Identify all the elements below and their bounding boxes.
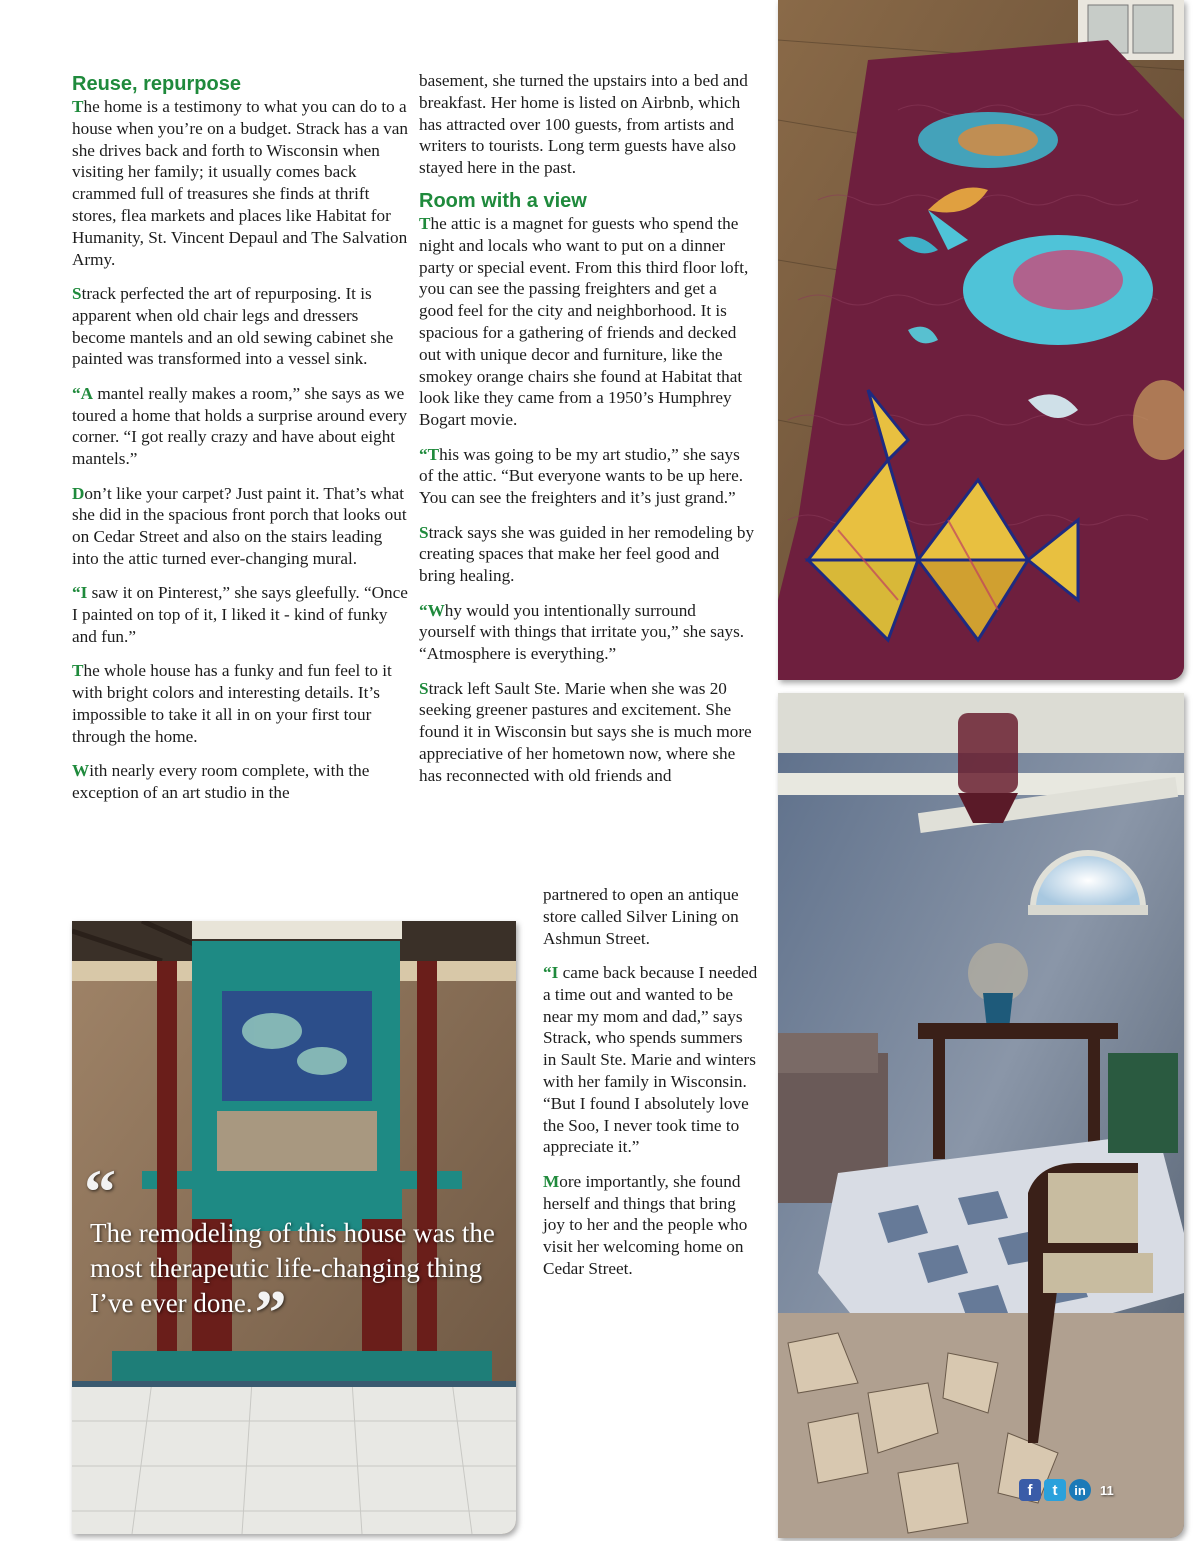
paragraph: [543, 1171, 758, 1280]
paragraph-text: on’t like your carpet? Just paint it. That’s what she did in the spacious front porch that looks out on Cedar Street and also on the stairs leading into the attic turned ever-changing mural.: [72, 483, 407, 568]
paragraph: [419, 600, 755, 665]
section-heading-reuse: Reuse, repurpose: [72, 73, 241, 95]
article-column-2: [419, 70, 755, 786]
article-column-1: [72, 72, 408, 804]
paragraph-text: came back because I needed a time out and wanted to be near my mom and dad,” says Strack, who spends summers in Sault Ste. Marie and winters with her family in Wisconsin. “But I found I absolutely love the Soo, I never took time to appreciate it.”: [543, 962, 758, 1157]
paragraph-text: ore importantly, she found herself and things that bring joy to her and the people who visit her welcoming home on Cedar Street.: [543, 1171, 748, 1278]
page-number: 11: [1100, 1482, 1114, 1498]
sitting-room-photo: [778, 693, 1184, 1538]
paragraph-text: ith nearly every room complete, with the exception of an art studio in the: [72, 761, 370, 802]
drop-cap: T: [419, 213, 431, 233]
drop-cap: S: [419, 678, 429, 698]
drop-cap: “I: [72, 583, 88, 603]
paragraph-text: he whole house has a funky and fun feel to it with bright colors and interesting details. It’s impossible to take it all in on your first tour through the home.: [72, 661, 392, 746]
paragraph: [419, 678, 755, 787]
drop-cap: “A: [72, 383, 94, 403]
open-quote-mark: “: [84, 1156, 116, 1227]
close-quote-mark: ”: [254, 1277, 287, 1348]
paragraph: [543, 962, 758, 1158]
facebook-icon[interactable]: f: [1019, 1479, 1041, 1501]
paragraph: [72, 483, 408, 570]
paragraph-text: track perfected the art of repurposing. It is apparent when old chair legs and dressers become mantels and an old sewing cabinet she painted was transformed into a vessel sink.: [72, 283, 394, 369]
drop-cap: S: [72, 283, 82, 303]
twitter-icon[interactable]: t: [1044, 1479, 1066, 1501]
paragraph-text: mantel really makes a room,” she says as we toured a home that holds a surprise around every corner. “I got really crazy and have about eight mantels.”: [72, 383, 408, 469]
painted-rug-illustration: [778, 0, 1184, 680]
drop-cap: “I: [543, 962, 559, 982]
drop-cap: “T: [419, 444, 440, 464]
paragraph: partnered to open an antique store called Silver Lining on Ashmun Street.: [543, 885, 739, 948]
paragraph: [419, 213, 755, 431]
paragraph: [72, 582, 408, 647]
paragraph-text: his was going to be my art studio,” she says of the attic. “But everyone wants to be up here. You can see the freighters and it’s just grand.”: [419, 444, 744, 508]
paragraph-text: he home is a testimony to what you can do to a house when you’re on a budget. Strack has a van she drives back and forth to Wisconsin when visiting her family; it usually comes back crammed full of treasures she finds at thrift stores, flea markets and places like Habitat for Humanity, St. Vincent Depaul and The Salvation Army.: [72, 97, 409, 269]
paragraph: [72, 383, 408, 470]
drop-cap: W: [72, 761, 90, 781]
paragraph: [419, 444, 755, 509]
sitting-room-illustration: [778, 693, 1184, 1538]
paragraph-text: track says she was guided in her remodeling by creating spaces that make her feel good and bring healing.: [419, 522, 755, 586]
social-icons: [1019, 1478, 1114, 1502]
drop-cap: M: [543, 1171, 560, 1191]
paragraph: [419, 522, 755, 587]
drop-cap: D: [72, 483, 85, 503]
section-heading-room-with-a-view: Room with a view: [419, 189, 587, 212]
pull-quote-text: [90, 1216, 520, 1348]
drop-cap: T: [72, 661, 84, 681]
paragraph: [72, 760, 408, 804]
paragraph-text: track left Sault Ste. Marie when she was 20 seeking greener pastures and excitement. She found it in Wisconsin but says she is much more appreciative of her hometown now, where she has reconnected with old friends and: [419, 678, 752, 785]
paragraph: basement, she turned the upstairs into a bed and breakfast. Her home is listed on Airbnb, which has attracted over 100 guests, from artists and writers to tourists. Long term guests have also stayed here in the past.: [419, 71, 748, 178]
paragraph: [72, 283, 408, 370]
drop-cap: T: [72, 97, 84, 116]
paragraph: [72, 96, 408, 270]
pull-quote-body: The remodeling of this house was the most therapeutic life-changing thing I’ve ever done.: [90, 1218, 495, 1318]
drop-cap: S: [419, 522, 429, 542]
paragraph-text: hy would you intentionally surround yourself with things that irritate you,” she says. “Atmosphere is everything.”: [419, 600, 745, 664]
drop-cap: “W: [419, 600, 445, 620]
painted-rug-photo: [778, 0, 1184, 680]
paragraph: [72, 660, 408, 747]
paragraph-text: saw it on Pinterest,” she says gleefully. “Once I painted on top of it, I liked it - kind of funky and fun.”: [72, 583, 408, 646]
paragraph-text: he attic is a magnet for guests who spend the night and locals who want to put on a dinner party or special event. From this third floor loft, you can see the passing freighters and get a good feel for the city and neighborhood. It is spacious for a gathering of friends and decked out with unique decor and furniture, like the smokey orange chairs she found at Habitat that look like they came from a 1950’s Humphrey Bogart movie.: [419, 213, 749, 430]
linkedin-icon[interactable]: in: [1069, 1479, 1091, 1501]
article-column-3: [543, 884, 758, 1280]
